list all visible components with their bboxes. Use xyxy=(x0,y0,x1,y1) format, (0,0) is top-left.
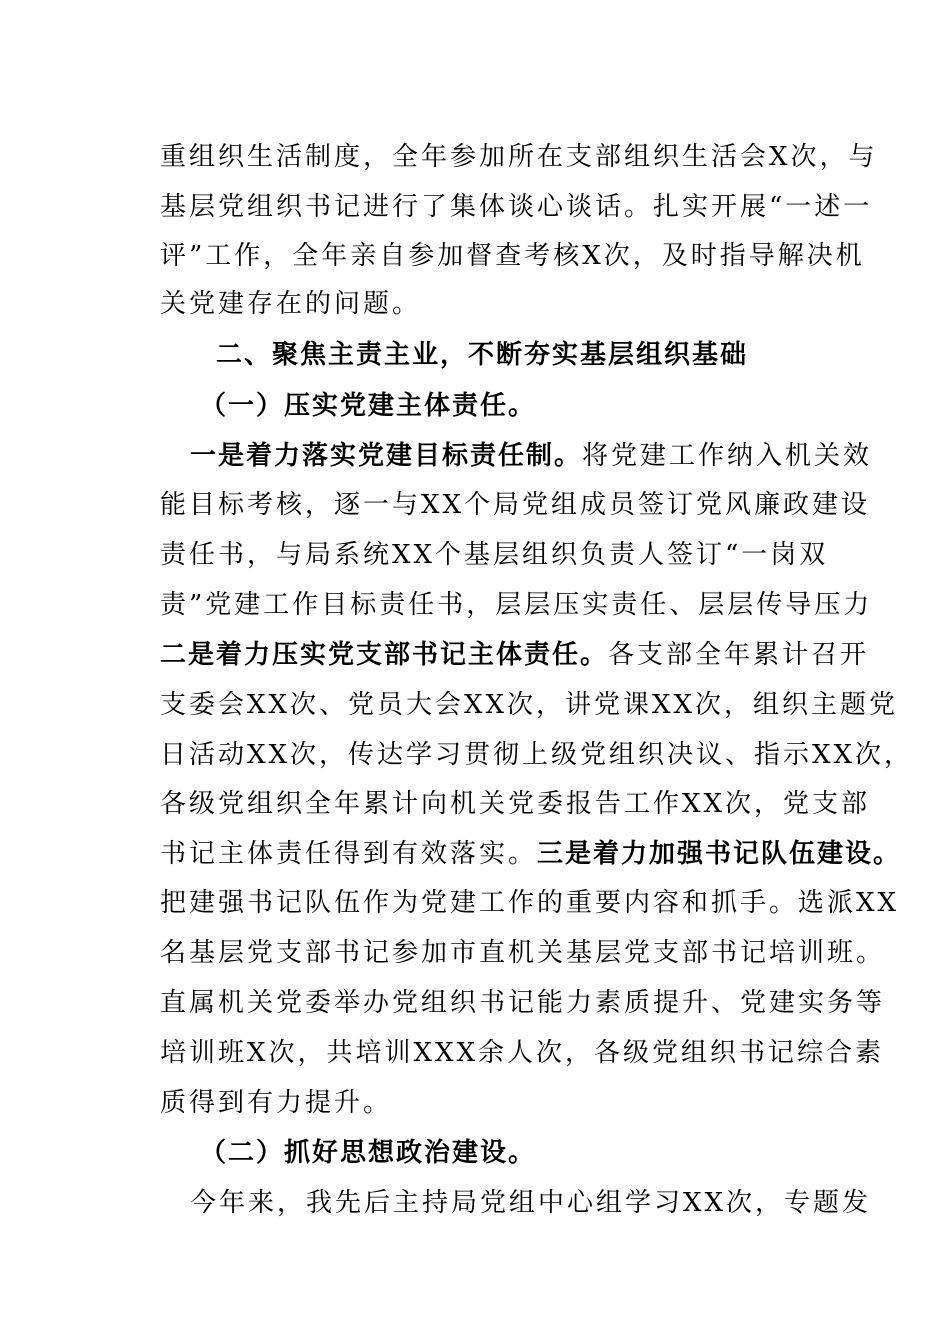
text-line: 今年来，我先后主持局党组中心组学习XX次，专题发 xyxy=(190,1188,872,1218)
text-line: 支委会XX次、党员大会XX次，讲党课XX次，组织主题党 xyxy=(160,690,899,720)
text-line: 名基层党支部书记参加市直机关基层党支部书记培训班。 xyxy=(160,938,886,968)
text-line xyxy=(190,441,873,471)
text-run: 将党建工作纳入机关效 xyxy=(582,441,873,471)
text-line: 责”党建工作目标责任书，层层压实责任、层层传导压力 xyxy=(160,590,873,620)
text-run: 书记主体责任得到有效落实。 xyxy=(160,839,538,869)
text-line: 重组织生活制度，全年参加所在支部组织生活会X次，与 xyxy=(160,142,878,172)
text-line: 责任书，与局系统XX个基层组织负责人签订“一岗双 xyxy=(160,540,829,570)
text-line: 培训班X次，共培训XXX余人次，各级党组织书记综合素 xyxy=(160,1038,885,1068)
text-line: 能目标考核，逐一与XX个局党组成员签订党风廉政建设 xyxy=(160,490,871,520)
subsection-heading: （二）抓好思想政治建设。 xyxy=(200,1138,537,1168)
bold-lead: 三是着力加强书记队伍建设。 xyxy=(537,839,902,869)
text-run: 各支部全年累计召开 xyxy=(608,640,870,670)
text-line: 质得到有力提升。 xyxy=(160,1088,393,1118)
text-line: 评”工作，全年亲自参加督查考核X次，及时指导解决机 xyxy=(160,241,865,271)
subsection-heading: （一）压实党建主体责任。 xyxy=(200,391,537,421)
text-line: 关党建存在的问题。 xyxy=(160,289,422,319)
text-line: 把建强书记队伍作为党建工作的重要内容和抓手。选派XX xyxy=(160,888,900,918)
text-line: 直属机关党委举办党组织书记能力素质提升、党建实务等 xyxy=(160,988,886,1018)
section-heading: 二、聚焦主责主业，不断夯实基层组织基础 xyxy=(216,340,749,370)
text-line: 日活动XX次，传达学习贯彻上级党组织决议、指示XX次， xyxy=(160,740,914,770)
text-line xyxy=(160,640,870,670)
bold-lead: 一是着力落实党建目标责任制。 xyxy=(190,441,583,471)
text-line: 基层党组织书记进行了集体谈心谈话。扎实开展“一述一 xyxy=(160,192,873,222)
text-line: 各级党组织全年累计向机关党委报告工作XX次，党支部 xyxy=(160,789,871,819)
text-line xyxy=(160,839,902,869)
bold-lead: 二是着力压实党支部书记主体责任。 xyxy=(160,640,609,670)
